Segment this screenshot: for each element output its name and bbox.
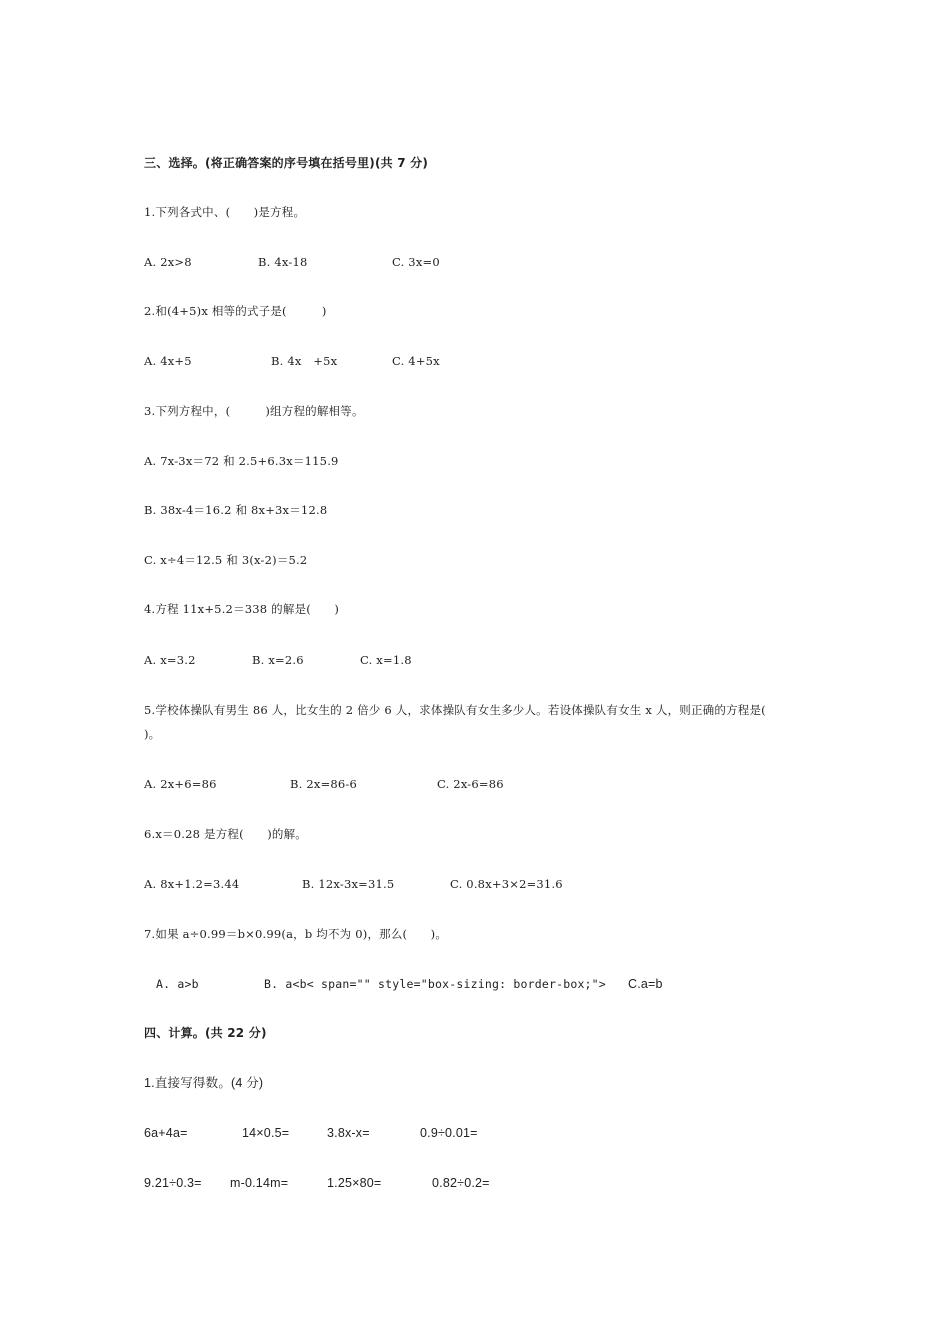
q3-option-a: A. 7x-3x＝72 和 2.5+6.3x＝115.9 [144, 454, 339, 468]
q6-option-c: C. 0.8x+3×2=31.6 [450, 877, 563, 891]
calc-item: 6a+4a= [144, 1126, 188, 1140]
q5-option-b: B. 2x=86-6 [290, 777, 358, 791]
calc-item: 14×0.5= [242, 1126, 290, 1140]
calc-item: 1.25×80= [327, 1176, 382, 1190]
q4-option-c: C. x=1.8 [360, 653, 412, 667]
calc-row-1 [144, 1125, 478, 1141]
question-5-stem-line-1: 5.学校体操队有男生 86 人，比女生的 2 倍少 6 人，求体操队有女生多少人。若设体操队有女生 x 人，则正确的方程是( [144, 703, 766, 717]
question-5-options [144, 776, 504, 792]
question-1-options [144, 254, 440, 270]
question-5-stem-line-2: )。 [144, 727, 161, 741]
question-4-stem: 4.方程 11x+5.2＝338 的解是( ) [144, 602, 340, 616]
q7-option-a: A. a>b [156, 977, 199, 991]
q7-option-b: B. a<b< span="" style="box-sizing: border-box;"> [264, 977, 606, 991]
question-2-stem: 2.和(4+5)x 相等的式子是( ) [144, 304, 327, 318]
question-7-options [156, 976, 663, 992]
calc-row-2 [144, 1175, 490, 1191]
section-4-sub-1: 1.直接写得数。(4 分) [144, 1076, 264, 1090]
section-3-heading: 三、选择。(将正确答案的序号填在括号里)(共 7 分) [144, 156, 429, 170]
calc-item: 0.9÷0.01= [420, 1126, 478, 1140]
q3-option-c: C. x÷4＝12.5 和 3(x-2)＝5.2 [144, 553, 308, 567]
q1-option-a: A. 2x>8 [144, 255, 192, 269]
calc-item: 9.21÷0.3= [144, 1176, 202, 1190]
q2-option-a: A. 4x+5 [144, 354, 192, 368]
q5-option-c: C. 2x-6=86 [437, 777, 504, 791]
question-2-options [144, 353, 440, 369]
question-1-stem: 1.下列各式中、( )是方程。 [144, 205, 306, 219]
q3-option-b: B. 38x-4＝16.2 和 8x+3x＝12.8 [144, 503, 328, 517]
calc-item: m-0.14m= [230, 1176, 289, 1190]
question-6-options [144, 876, 563, 892]
question-4-options [144, 652, 412, 668]
q4-option-a: A. x=3.2 [144, 653, 196, 667]
q7-option-c: C.a=b [628, 977, 663, 991]
section-4-heading: 四、计算。(共 22 分) [144, 1026, 267, 1040]
q2-option-b: B. 4x +5x [271, 354, 338, 368]
q4-option-b: B. x=2.6 [252, 653, 304, 667]
q6-option-b: B. 12x-3x=31.5 [302, 877, 395, 891]
calc-item: 0.82÷0.2= [432, 1176, 490, 1190]
q2-option-c: C. 4+5x [392, 354, 440, 368]
q5-option-a: A. 2x+6=86 [144, 777, 217, 791]
q1-option-b: B. 4x-18 [258, 255, 308, 269]
q6-option-a: A. 8x+1.2=3.44 [144, 877, 240, 891]
question-6-stem: 6.x＝0.28 是方程( )的解。 [144, 827, 307, 841]
question-7-stem: 7.如果 a÷0.99＝b×0.99(a，b 均不为 0)，那么( )。 [144, 927, 448, 941]
q1-option-c: C. 3x=0 [392, 255, 440, 269]
calc-item: 3.8x-x= [327, 1126, 370, 1140]
question-3-stem: 3.下列方程中，( )组方程的解相等。 [144, 404, 364, 418]
